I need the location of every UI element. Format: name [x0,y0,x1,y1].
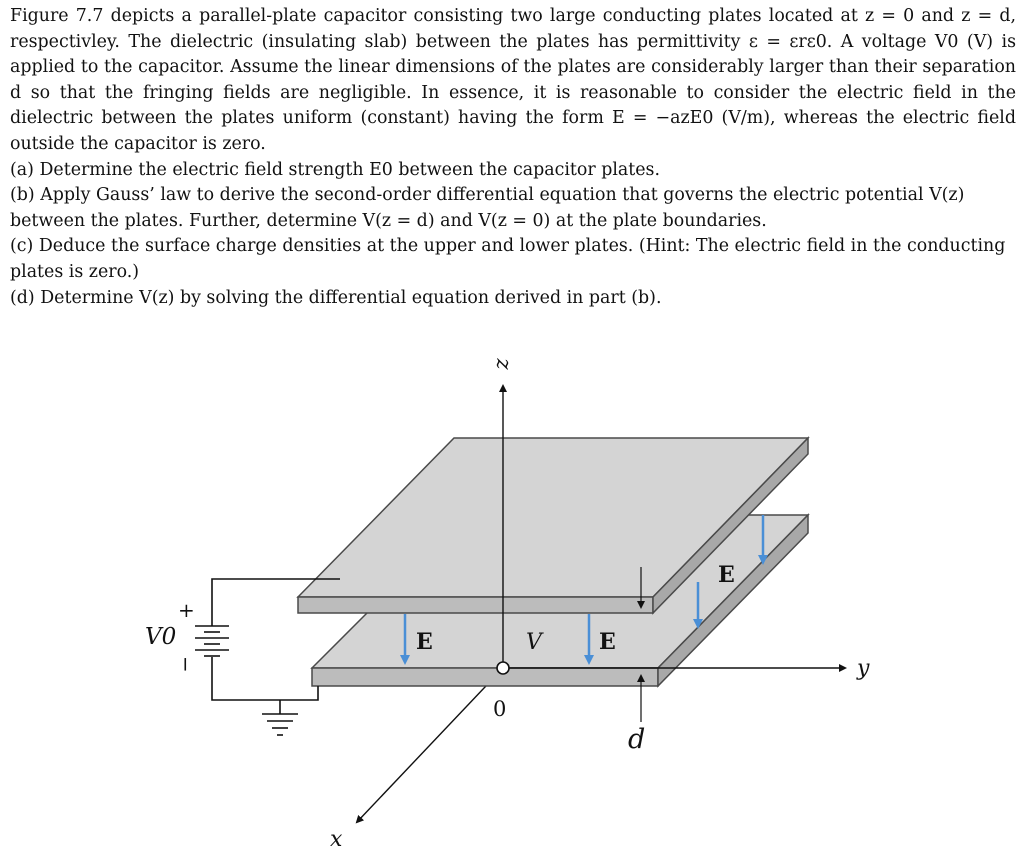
potential-label: V [526,630,542,655]
part-c: (c) Deduce the surface charge densities at the upper and lower plates. (Hint: The electric field in the conducting plates is zero.) [10,236,1006,282]
z-axis-label: z [492,358,516,370]
problem-text [10,4,1016,311]
part-d: (d) Determine V(z) by solving the differential equation derived in part (b). [10,287,662,308]
y-axis-label: y [857,656,870,681]
battery-icon [195,626,229,656]
source-plus-label: + [178,598,195,622]
problem-intro: Figure 7.7 depicts a parallel-plate capacitor consisting two large conducting plates located at z = 0 and z = d, respectivley. The dielectric (insulating slab) between the plates has permittivity ε = εrε0. A voltage V0 (V) is applied to the capacitor. Assume the linear dimensions of the plates are considerably larger than their separation d so that the fringing fields are negligible. In essence, it is reasonable to consider the electric field in the dielectric between the plates uniform (constant) having the form E = −azE0 (V/m), whereas the electric field outside the capacitor is zero. [10,6,1016,154]
origin-marker [497,662,509,674]
part-a: (a) Determine the electric field strength E0 between the capacitor plates. [10,159,660,180]
capacitor-figure [0,330,1024,858]
source-minus-label: − [174,656,198,673]
part-b: (b) Apply Gauss’ law to derive the second-order differential equation that governs the electric potential V(z) between the plates. Further, determine V(z = d) and V(z = 0) at the plate boundaries. [10,185,965,231]
field-label-center: E [599,629,616,655]
separation-label: d [628,724,646,755]
ground-icon [262,714,298,735]
x-axis-label: x [330,827,343,852]
x-axis [357,668,503,822]
field-label-left: E [416,629,433,655]
source-voltage-label: V0 [145,624,177,650]
origin-label: 0 [493,697,507,721]
field-label-right: E [718,562,735,588]
